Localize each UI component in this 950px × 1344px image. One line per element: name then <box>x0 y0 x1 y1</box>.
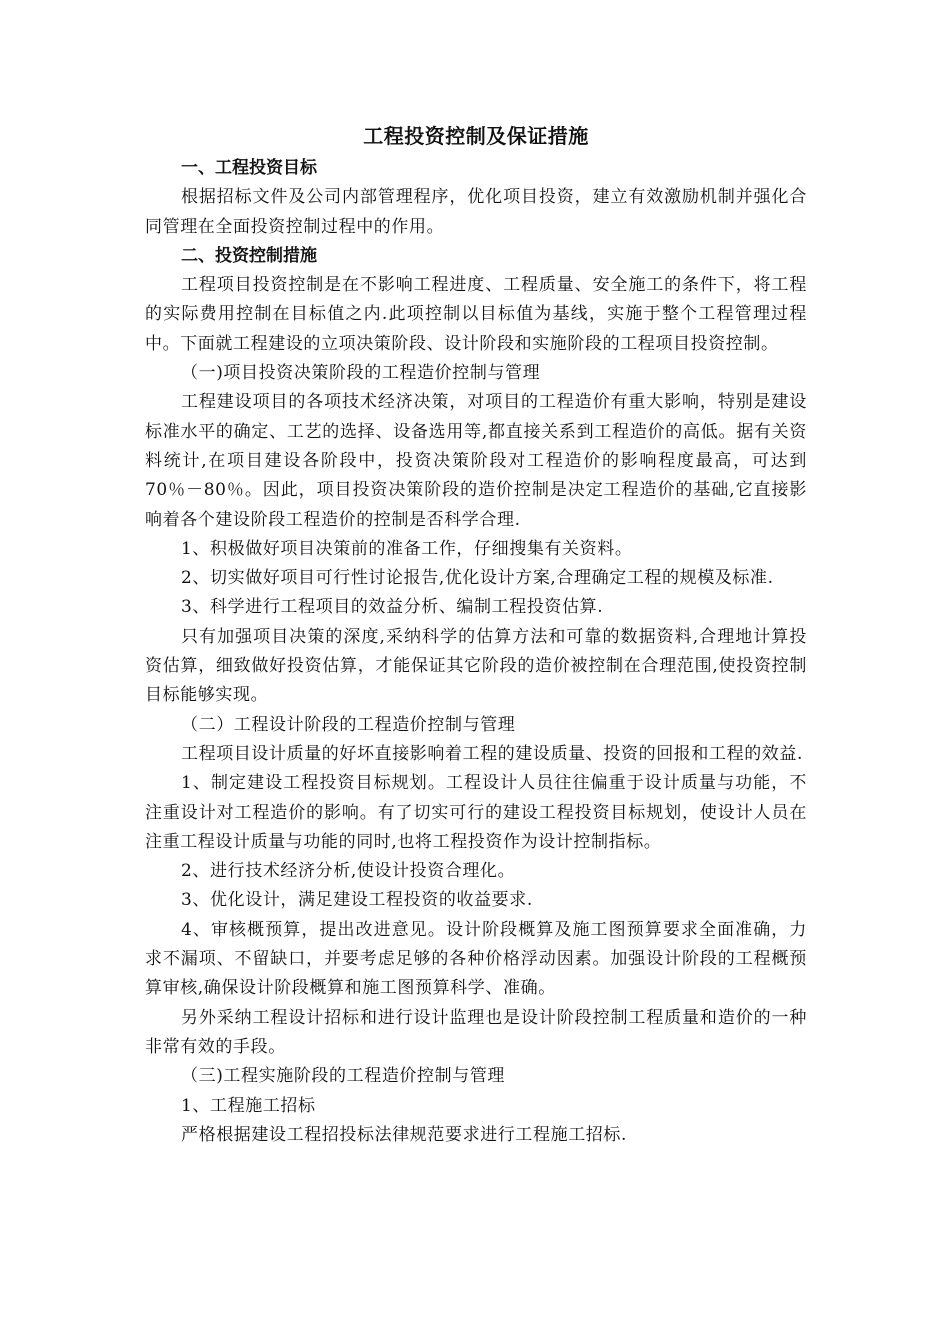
list-item: 3、科学进行工程项目的效益分析、编制工程投资估算. <box>181 597 604 618</box>
paragraph: 工程建设项目的各项技术经济决策，对项目的工程造价有重大影响，特别是建设标准水平的确定、工艺的选择、设备选用等,都直接关系到工程造价的高低。据有关资料统计,在项目建设各阶段中，投资决策阶段对工程造价的影响程度最高，可达到70％－80％。因此，项目投资决策阶段的造价控制是决定工程造价的基础,它直接影响着各个建设阶段工程造价的控制是否科学合理. <box>145 392 807 530</box>
list-item: 1、积极做好项目决策前的准备工作，仔细搜集有关资料。 <box>181 538 633 559</box>
list-item: 3、优化设计，满足建设工程投资的收益要求. <box>181 890 533 911</box>
subsection-heading-implementation-stage: （三)工程实施阶段的工程造价控制与管理 <box>181 1066 506 1087</box>
list-item: 2、进行技术经济分析,使设计投资合理化。 <box>181 861 516 882</box>
paragraph: 严格根据建设工程招投标法律规范要求进行工程施工招标. <box>181 1124 628 1145</box>
subsection-heading-decision-stage: （一)项目投资决策阶段的工程造价控制与管理 <box>181 363 541 384</box>
section-heading-investment-goal: 一、工程投资目标 <box>181 158 317 178</box>
paragraph: 根据招标文件及公司内部管理程序，优化项目投资，建立有效激励机制并强化合同管理在全面投资控制过程中的作用。 <box>145 187 807 237</box>
list-item: 1、制定建设工程投资目标规划。工程设计人员往往偏重于设计质量与功能，不注重设计对工程造价的影响。有了切实可行的建设工程投资目标规划，使设计人员在注重工程设计质量与功能的同时,也将工程投资作为设计控制指标。 <box>145 773 807 852</box>
paragraph: 工程项目投资控制是在不影响工程进度、工程质量、安全施工的条件下，将工程的实际费用控制在目标值之内.此项控制以目标值为基线，实施于整个工程管理过程中。下面就工程建设的立项决策阶段、设计阶段和实施阶段的工程项目投资控制。 <box>145 275 807 354</box>
paragraph: 另外采纳工程设计招标和进行设计监理也是设计阶段控制工程质量和造价的一种非常有效的手段。 <box>145 1007 807 1057</box>
section-heading-control-measures: 二、投资控制措施 <box>181 245 317 266</box>
document-title: 工程投资控制及保证措施 <box>363 124 589 148</box>
document-page <box>145 118 807 1150</box>
list-item: 1、工程施工招标 <box>181 1095 316 1116</box>
paragraph: 只有加强项目决策的深度,采纳科学的估算方法和可靠的数据资料,合理地计算投资估算，细致做好投资估算，才能保证其它阶段的造价被控制在合理范围,使投资控制目标能够实现。 <box>145 626 807 706</box>
paragraph: 工程项目设计质量的好坏直接影响着工程的建设质量、投资的回报和工程的效益. <box>181 743 804 764</box>
list-item: 2、切实做好项目可行性讨论报告,优化设计方案,合理确定工程的规模及标准. <box>181 568 774 589</box>
subsection-heading-design-stage: （二）工程设计阶段的工程造价控制与管理 <box>181 714 516 735</box>
list-item: 4、审核概预算，提出改进意见。设计阶段概算及施工图预算要求全面准确，力求不漏项、不留缺口，并要考虑足够的各种价格浮动因素。加强设计阶段的工程概预算审核,确保设计阶段概算和施工图预算科学、准确。 <box>145 919 807 999</box>
